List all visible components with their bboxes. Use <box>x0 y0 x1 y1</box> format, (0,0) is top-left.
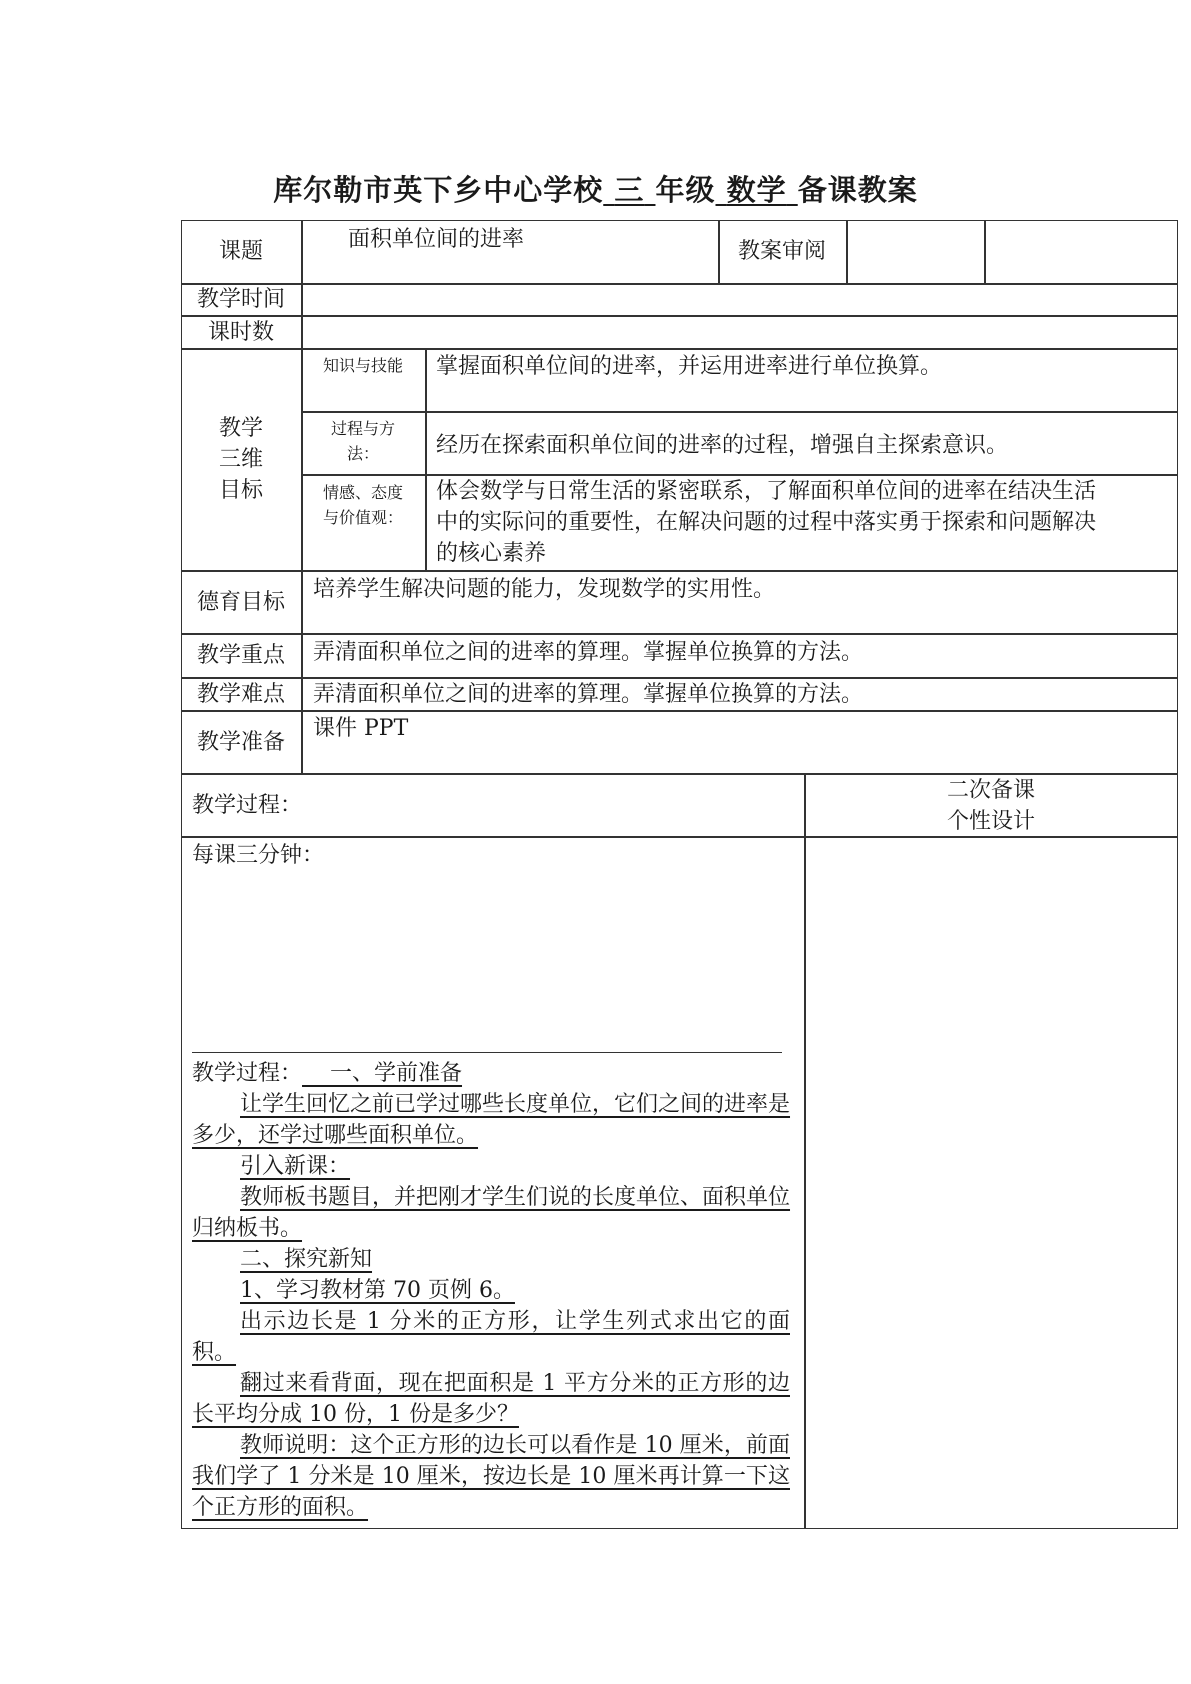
grade-suffix: 年级 <box>655 173 716 207</box>
doc-type: 备课教案 <box>797 173 918 207</box>
process-paragraph: 翻过来看背面，现在把面积是 1 平方分米的正方形的边长平均分成 10 份，1 份是多少？ <box>192 1371 790 1427</box>
goal-process-label: 过程与方 法： <box>330 419 395 463</box>
moral-label: 德育目标 <box>196 590 285 615</box>
row-divider <box>181 283 1178 285</box>
goal-knowledge-text: 掌握面积单位间的进率，并运用进率进行单位换算。 <box>436 354 943 379</box>
topic-value: 面积单位间的进率 <box>348 227 525 252</box>
row-divider <box>301 411 1178 413</box>
process-paragraph: 教师说明：这个正方形的边长可以看作是 10 厘米，前面我们学了 1 分米是 10 厘米，按边长是 10 厘米再计算一下这个正方形的面积。 <box>192 1433 790 1520</box>
difficulty-value: 弄清面积单位之间的进率的算理。掌握单位换算的方法。 <box>313 682 864 707</box>
process-paragraph: 出示边长是 1 分米的正方形，让学生列式求出它的面积。 <box>192 1309 790 1365</box>
grade-value: 三 <box>614 173 645 207</box>
preparation-label: 教学准备 <box>196 730 285 755</box>
process-paragraph: 教师板书题目，并把刚才学生们说的长度单位、面积单位归纳板书。 <box>192 1185 791 1241</box>
three-minutes-label: 每课三分钟： <box>192 843 325 868</box>
process-paragraph: 让学生回忆之前已学过哪些长度单位，它们之间的进率是多少，还学过哪些面积单位。 <box>192 1092 791 1148</box>
topic-label: 课题 <box>218 239 263 264</box>
process-paragraph: 1、学习教材第 70 页例 6。 <box>240 1278 515 1303</box>
process-intro: 教学过程： 一、学前准备 <box>192 1061 463 1086</box>
row-divider <box>181 710 1178 712</box>
review-label: 教案审阅 <box>737 239 826 264</box>
key-point-label: 教学重点 <box>196 643 285 668</box>
col-divider <box>846 220 848 283</box>
teaching-time-label: 教学时间 <box>196 287 285 312</box>
school-name: 库尔勒市英下乡中心学校 <box>273 173 604 207</box>
goal-process-text: 经历在探索面积单位间的进率的过程，增强自主探索意识。 <box>436 433 1009 458</box>
process-header-label: 教学过程： <box>192 793 303 818</box>
second-prep-header: 二次备课 个性设计 <box>946 778 1035 834</box>
section-two-heading: 二、探究新知 <box>240 1247 373 1272</box>
preparation-value: 课件 PPT <box>313 716 409 741</box>
row-divider <box>181 315 1178 317</box>
row-divider <box>181 633 1178 635</box>
subject-value: 数学 <box>726 173 787 207</box>
col-divider <box>804 773 806 1529</box>
col-divider <box>425 348 427 570</box>
row-divider <box>181 348 1178 350</box>
goal-attitude-text: 体会数学与日常生活的紧密联系，了解面积单位间的进率在结决生活 中的实际问的重要性，在解决问题的过程中落实勇于探索和问题解决 的核心素养 <box>436 479 1097 566</box>
goal-attitude-label: 情感、态度 与价值观： <box>322 483 403 527</box>
difficulty-label: 教学难点 <box>196 682 285 707</box>
row-divider <box>181 570 1178 572</box>
process-paragraph: 引入新课： <box>240 1154 351 1179</box>
moral-value: 培养学生解决问题的能力，发现数学的实用性。 <box>313 577 776 602</box>
page-title <box>0 168 1191 209</box>
divider-rule <box>192 1052 782 1053</box>
class-hours-label: 课时数 <box>207 320 274 345</box>
section-one-heading: 一、学前准备 <box>330 1061 463 1086</box>
goals-label: 教学 三维 目标 <box>218 416 263 503</box>
col-divider <box>984 220 986 283</box>
key-point-value: 弄清面积单位之间的进率的算理。掌握单位换算的方法。 <box>313 640 864 665</box>
goal-knowledge-label: 知识与技能 <box>322 356 403 375</box>
